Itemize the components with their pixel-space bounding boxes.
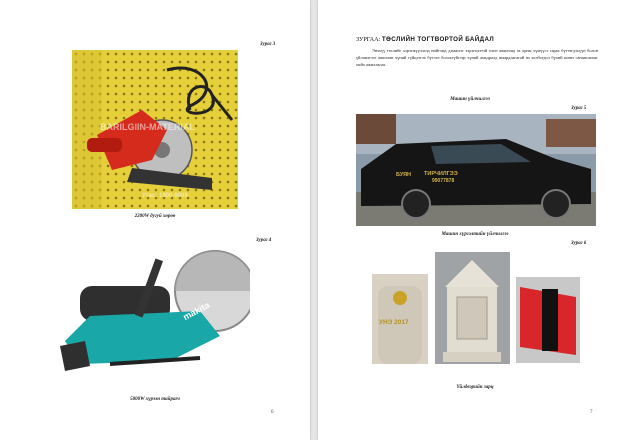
cut-off-saw-photo bbox=[50, 246, 250, 381]
figure-3-label: Зураг 3 bbox=[260, 42, 276, 47]
body-paragraph: Энэхүү төслийг хэрэгжүүлэхэд нийгэмд дэмжлэг хэрэгцээтэй олон ажилчид эх орны хүмүүст гарах бүтээгдэхүүн болон үйлчилгээг ашиглан хүний гүйцэтгэх бүтээл болохгүйгээр хүний амьдралд шаардлагатай ач холбогдол бүхий шинэ санаачлагыг хийх ажиллагаа. bbox=[356, 48, 598, 67]
figure-6-label: Зураг 6 bbox=[571, 241, 587, 246]
page-number-6: 6 bbox=[271, 410, 274, 415]
car-phone-number: 99077878 bbox=[432, 178, 455, 184]
figure-5-label: Зураг 5 bbox=[571, 106, 587, 111]
figure-4-label: Зураг 4 bbox=[256, 238, 272, 243]
car-text-buyan: БУЯН bbox=[396, 172, 412, 178]
section-heading bbox=[356, 36, 494, 43]
heading-prefix: ЗУРГАА: bbox=[356, 36, 381, 43]
stone-engraving: УНЭ 2017 bbox=[379, 319, 409, 326]
stone-monument-photo bbox=[372, 274, 428, 364]
hearse-car-photo bbox=[356, 114, 596, 226]
circular-saw-photo bbox=[72, 50, 238, 209]
car-text-service: ТИРЧИЛГЭЭ bbox=[424, 171, 458, 177]
heading-title: ТӨСЛИЙН ТОГТВОРТОЙ БАЙДАЛ bbox=[381, 36, 495, 43]
figure-4-caption: 5000W хүрээн тайрагч bbox=[130, 397, 180, 402]
figure-3-caption: 2200W дугуй хөрөө bbox=[134, 214, 176, 219]
figure-5-caption: Машин хүргэлтийн үйлчилгээ bbox=[441, 232, 509, 237]
watermark-phone: Утас: 1900-9009 bbox=[142, 193, 188, 199]
stone-shrine-photo bbox=[435, 252, 510, 364]
watermark-text: BARILGIIN-MATERIAL bbox=[100, 122, 195, 132]
red-coffin-photo bbox=[516, 277, 580, 363]
figure-6-caption: Үйлдвэрийн зарц bbox=[456, 385, 494, 390]
makita-logo-text: makita bbox=[181, 299, 212, 323]
page-number-7: 7 bbox=[590, 410, 593, 415]
machine-service-caption: Машин үйлчилгээ bbox=[450, 97, 490, 102]
